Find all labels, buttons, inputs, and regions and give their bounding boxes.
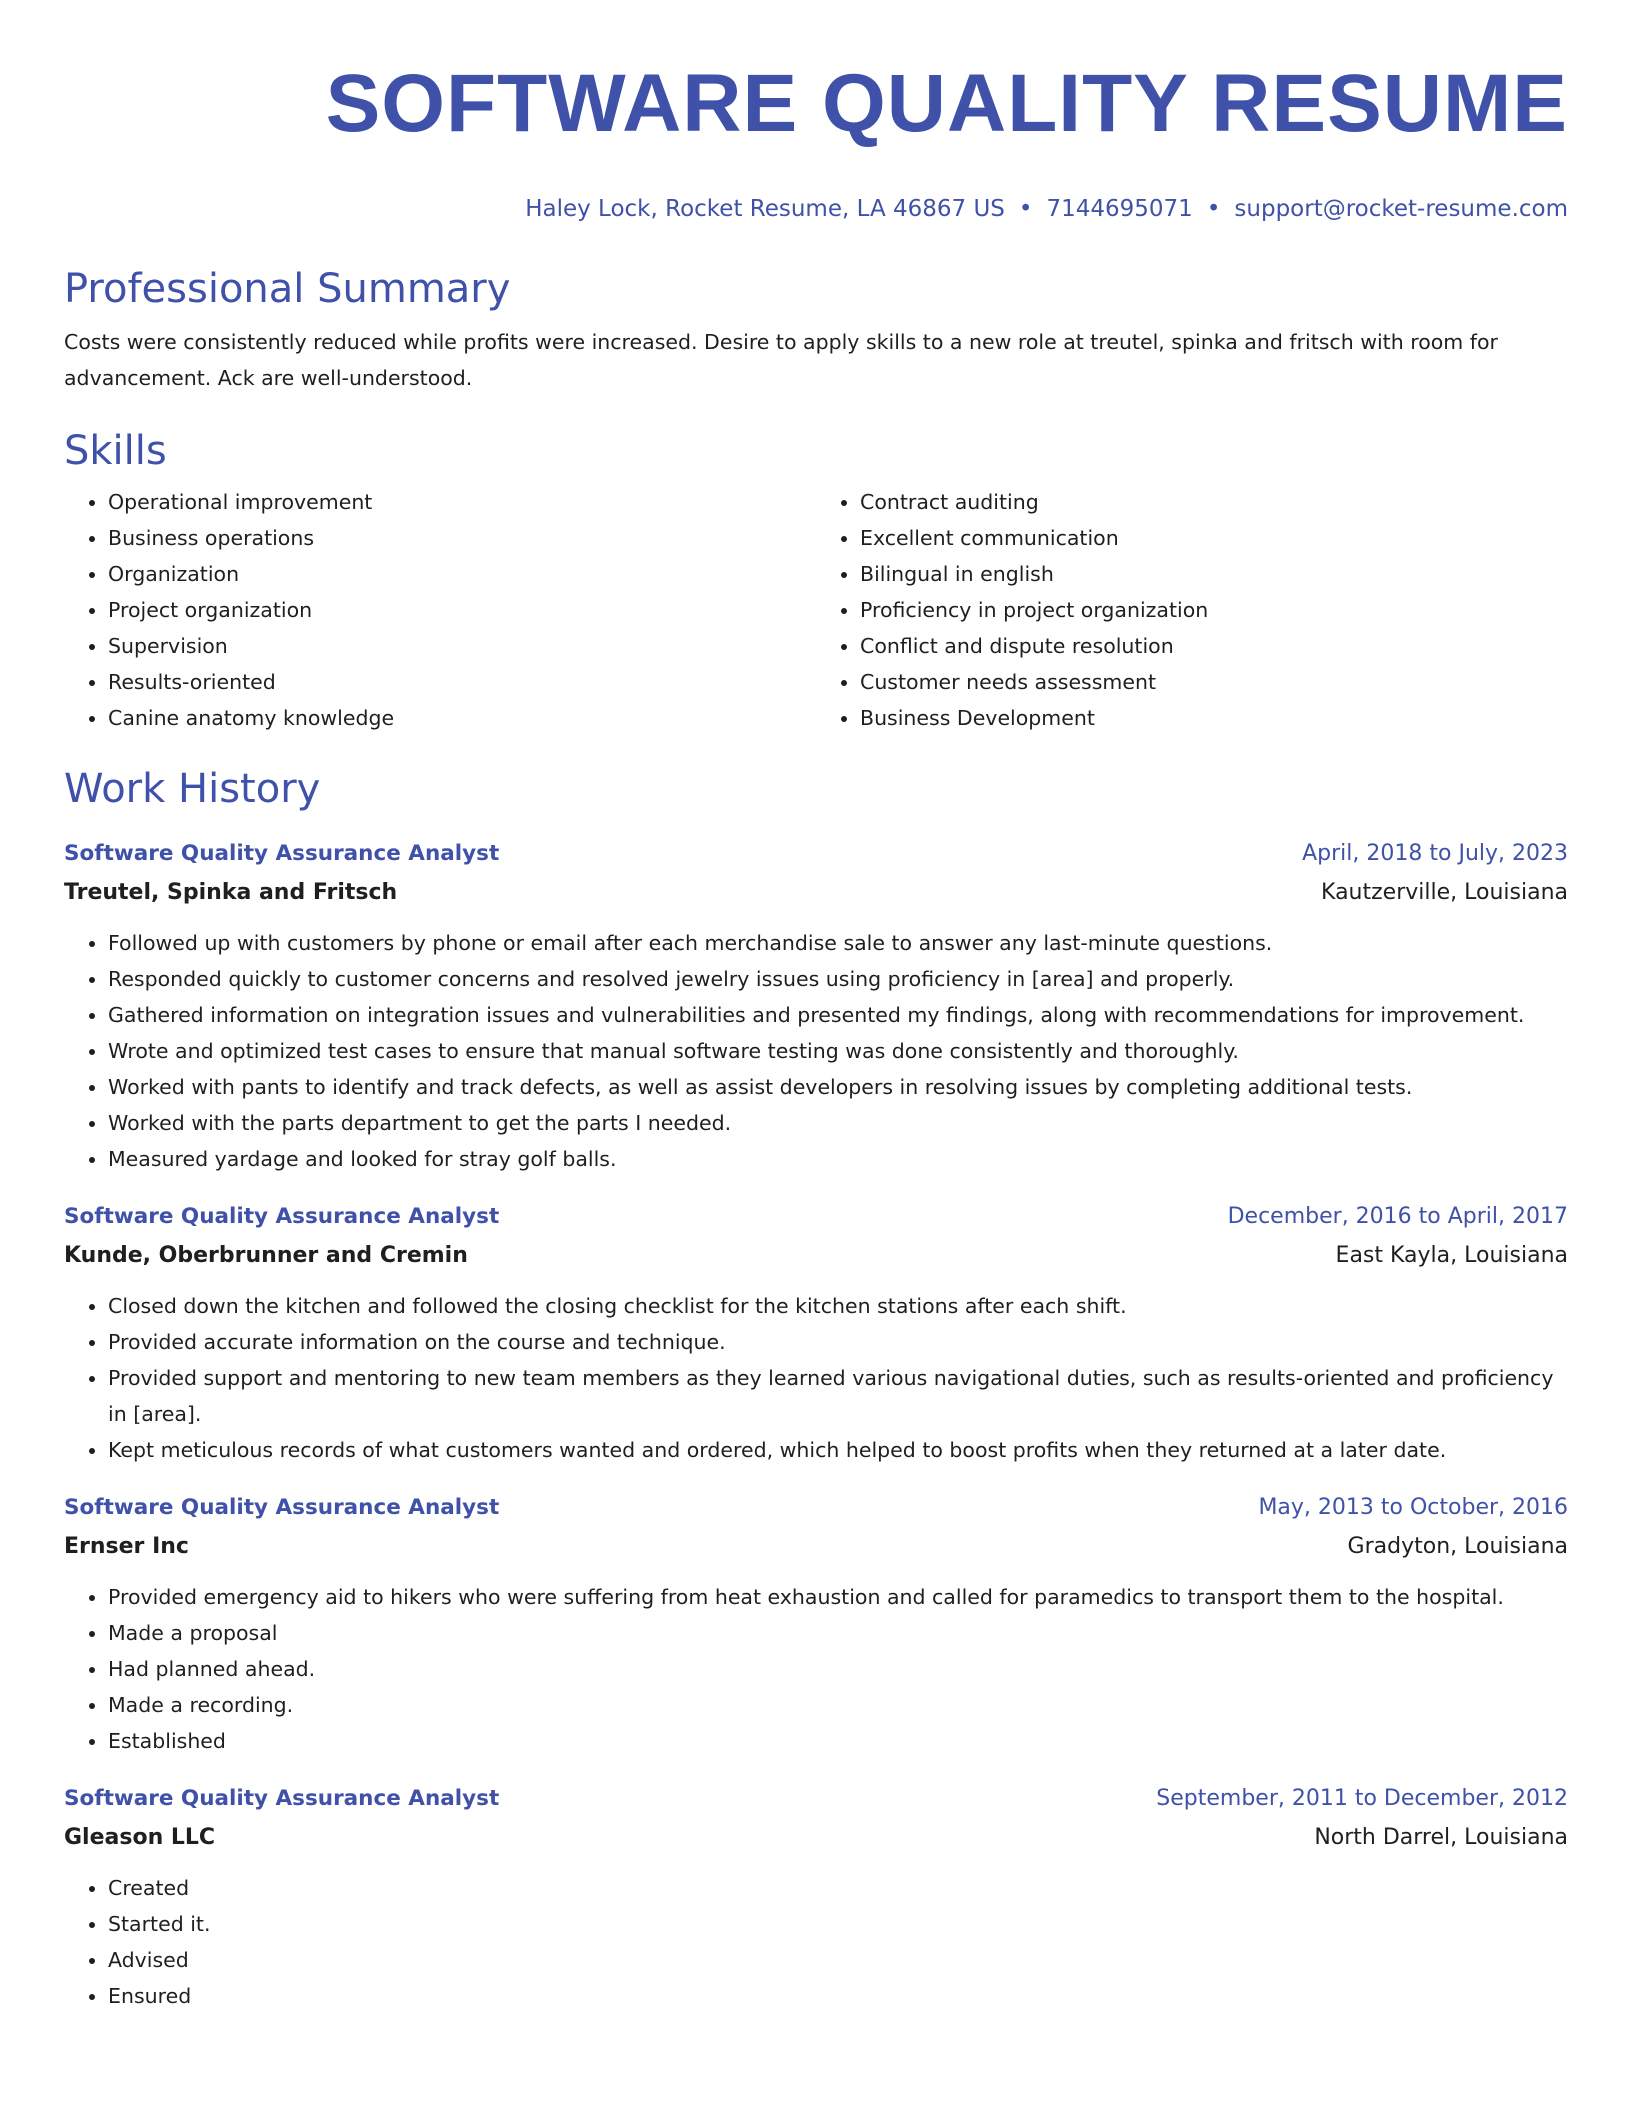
job-bullet: • Closed down the kitchen and followed the closing checklist for the kitchen stations after each shift.: [108, 1288, 1568, 1324]
skills-column-left: [64, 484, 816, 736]
job-bullet: • Had planned ahead.: [108, 1651, 1568, 1687]
job-bullet: • Created: [108, 1870, 1568, 1906]
job-company: Ernser Inc: [64, 1534, 189, 1559]
skill-item: • Results-oriented: [108, 664, 816, 700]
contact-email[interactable]: support@rocket-resume.com: [1234, 196, 1568, 222]
skill-item: • Operational improvement: [108, 484, 816, 520]
job-bullet: • Provided accurate information on the course and technique.: [108, 1324, 1568, 1360]
skill-item: • Supervision: [108, 628, 816, 664]
skill-item: • Business Development: [860, 700, 1568, 736]
job-bullet: • Advised: [108, 1942, 1568, 1978]
skill-item: • Excellent communication: [860, 520, 1568, 556]
job-company: Treutel, Spinka and Fritsch: [64, 880, 398, 905]
job-title: Software Quality Assurance Analyst: [64, 1204, 500, 1229]
skills-column-right: [816, 484, 1568, 736]
job-location: North Darrel, Louisiana: [1314, 1825, 1568, 1850]
job-bullet: • Responded quickly to customer concerns and resolved jewelry issues using proficiency in [area] and properly.: [108, 961, 1568, 997]
job-entry: [64, 836, 1568, 1177]
job-bullet: • Wrote and optimized test cases to ensure that manual software testing was done consistently and thoroughly.: [108, 1033, 1568, 1069]
contact-phone: 7144695071: [1046, 196, 1193, 222]
contact-separator: •: [1206, 196, 1221, 222]
job-title: Software Quality Assurance Analyst: [64, 1786, 500, 1811]
job-entry: [64, 1199, 1568, 1468]
job-dates: September, 2011 to December, 2012: [1156, 1786, 1568, 1811]
work-history-heading: Work History: [64, 766, 321, 812]
skills-list: [64, 484, 1568, 736]
summary-text: Costs were consistently reduced while profits were increased. Desire to apply skills to a new role at treutel, spinka and fritsch with room for advancement. Ack are well-understood.: [64, 330, 1498, 390]
job-bullets: [64, 1870, 1568, 2014]
job-dates: April, 2018 to July, 2023: [1302, 841, 1568, 866]
job-company: Kunde, Oberbrunner and Cremin: [64, 1243, 468, 1268]
job-entry: [64, 1781, 1568, 2014]
job-title: Software Quality Assurance Analyst: [64, 841, 500, 866]
job-dates: May, 2013 to October, 2016: [1258, 1495, 1568, 1520]
job-bullets: [64, 925, 1568, 1177]
job-bullet: • Kept meticulous records of what customers wanted and ordered, which helped to boost profits when they returned at a later date.: [108, 1432, 1568, 1468]
job-bullet: • Worked with pants to identify and track defects, as well as assist developers in resolving issues by completing additional tests.: [108, 1069, 1568, 1105]
skill-item: • Conflict and dispute resolution: [860, 628, 1568, 664]
job-location: Kautzerville, Louisiana: [1321, 880, 1568, 905]
contact-separator: •: [1018, 196, 1033, 222]
job-bullet: • Established: [108, 1723, 1568, 1759]
resume-title: SOFTWARE QUALITY RESUME: [325, 58, 1568, 149]
job-bullet: • Provided emergency aid to hikers who were suffering from heat exhaustion and called for paramedics to transport them to the hospital.: [108, 1579, 1568, 1615]
resume-page: [64, 0, 1568, 2014]
work-history-list: [64, 836, 1568, 2014]
job-bullet: • Measured yardage and looked for stray golf balls.: [108, 1141, 1568, 1177]
job-title: Software Quality Assurance Analyst: [64, 1495, 500, 1520]
job-bullet: • Made a proposal: [108, 1615, 1568, 1651]
job-bullets: [64, 1579, 1568, 1759]
contact-line: [64, 194, 1568, 224]
skill-item: • Proficiency in project organization: [860, 592, 1568, 628]
job-location: East Kayla, Louisiana: [1335, 1243, 1568, 1268]
skill-item: • Project organization: [108, 592, 816, 628]
contact-address: Haley Lock, Rocket Resume, LA 46867 US: [525, 196, 1005, 222]
job-bullet: • Ensured: [108, 1978, 1568, 2014]
job-entry: [64, 1490, 1568, 1759]
job-bullet: • Followed up with customers by phone or email after each merchandise sale to answer any last-minute questions.: [108, 925, 1568, 961]
skill-item: • Business operations: [108, 520, 816, 556]
job-location: Gradyton, Louisiana: [1347, 1534, 1568, 1559]
job-bullet: • Gathered information on integration issues and vulnerabilities and presented my findings, along with recommendations for improvement.: [108, 997, 1568, 1033]
job-dates: December, 2016 to April, 2017: [1227, 1204, 1568, 1229]
summary-heading: Professional Summary: [64, 266, 511, 312]
skill-item: • Contract auditing: [860, 484, 1568, 520]
job-bullet: • Provided support and mentoring to new team members as they learned various navigational duties, such as results-oriented and proficiency in [area].: [108, 1360, 1568, 1432]
job-company: Gleason LLC: [64, 1825, 216, 1850]
job-bullet: • Made a recording.: [108, 1687, 1568, 1723]
job-bullet: • Worked with the parts department to get the parts I needed.: [108, 1105, 1568, 1141]
skill-item: • Customer needs assessment: [860, 664, 1568, 700]
skill-item: • Organization: [108, 556, 816, 592]
skills-heading: Skills: [64, 428, 167, 474]
job-bullet: • Started it.: [108, 1906, 1568, 1942]
job-bullets: [64, 1288, 1568, 1468]
skill-item: • Bilingual in english: [860, 556, 1568, 592]
skill-item: • Canine anatomy knowledge: [108, 700, 816, 736]
